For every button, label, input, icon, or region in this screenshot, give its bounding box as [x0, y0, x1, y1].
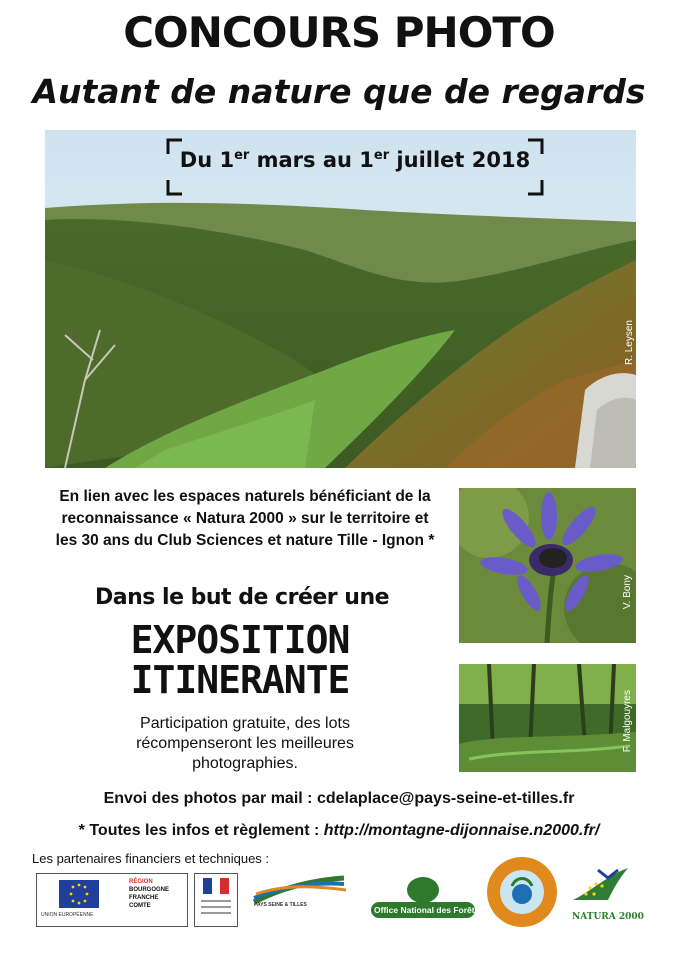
club-emblem-icon	[486, 856, 558, 928]
mail-line	[0, 790, 678, 808]
natura-label: NATURA 2000	[572, 912, 644, 922]
forest-photo	[459, 664, 636, 772]
infos-line	[0, 822, 678, 840]
club-label	[486, 856, 487, 857]
onf-logo	[368, 876, 478, 920]
pays-label: PAYS SEINE & TILLES	[254, 902, 307, 908]
exhibition-title-line1: EXPOSITION	[130, 618, 350, 662]
flower-photo-credit: V. Bony	[622, 575, 633, 610]
exhibition-goal: Dans le but de créer une	[95, 585, 390, 610]
french-flag-icon	[203, 878, 229, 894]
infos-label: * Toutes les infos et règlement :	[78, 822, 324, 839]
flower-photo	[459, 488, 636, 643]
intro-text: En lien avec les espaces naturels bénéficiant de la reconnaissance « Natura 2000 » sur le territoire et les 30 ans du Club Sciences et nature Tille - Ignon *	[55, 488, 435, 549]
forest-photo-credit: F. Malgouyres	[622, 690, 633, 753]
mail-link[interactable]: cdelaplace@pays-seine-et-tilles.fr	[316, 790, 575, 807]
ministry-logo	[194, 873, 238, 927]
onf-label: Office National des Forêts	[374, 905, 480, 915]
participation-text: Participation gratuite, des lots récompenseront les meilleures photographies.	[136, 715, 354, 772]
region-name: RÉGION BOURGOGNE FRANCHE COMTE	[129, 879, 170, 909]
natura2000-logo	[568, 860, 648, 924]
contest-dates: Du 1er mars au 1er juillet 2018	[179, 148, 531, 172]
hero-photo-credit: R. Leysen	[624, 320, 635, 366]
eu-flag-icon	[59, 880, 99, 908]
partners-label: Les partenaires financiers et techniques :	[32, 851, 270, 866]
infos-link[interactable]: http://montagne-dijonnaise.n2000.fr/	[323, 822, 600, 839]
club-sciences-logo	[486, 856, 558, 928]
natura-bird-icon	[568, 860, 648, 910]
pays-seine-tilles-logo	[244, 872, 354, 922]
poster-title: CONCOURS PHOTO	[123, 8, 555, 57]
region-eu-logo	[36, 873, 188, 927]
mail-label: Envoi des photos par mail :	[103, 790, 317, 807]
eu-label: UNION EUROPÉENNE	[41, 912, 94, 918]
poster-subtitle: Autant de nature que de regards	[32, 72, 646, 111]
exhibition-title-line2: ITINERANTE	[130, 658, 350, 702]
